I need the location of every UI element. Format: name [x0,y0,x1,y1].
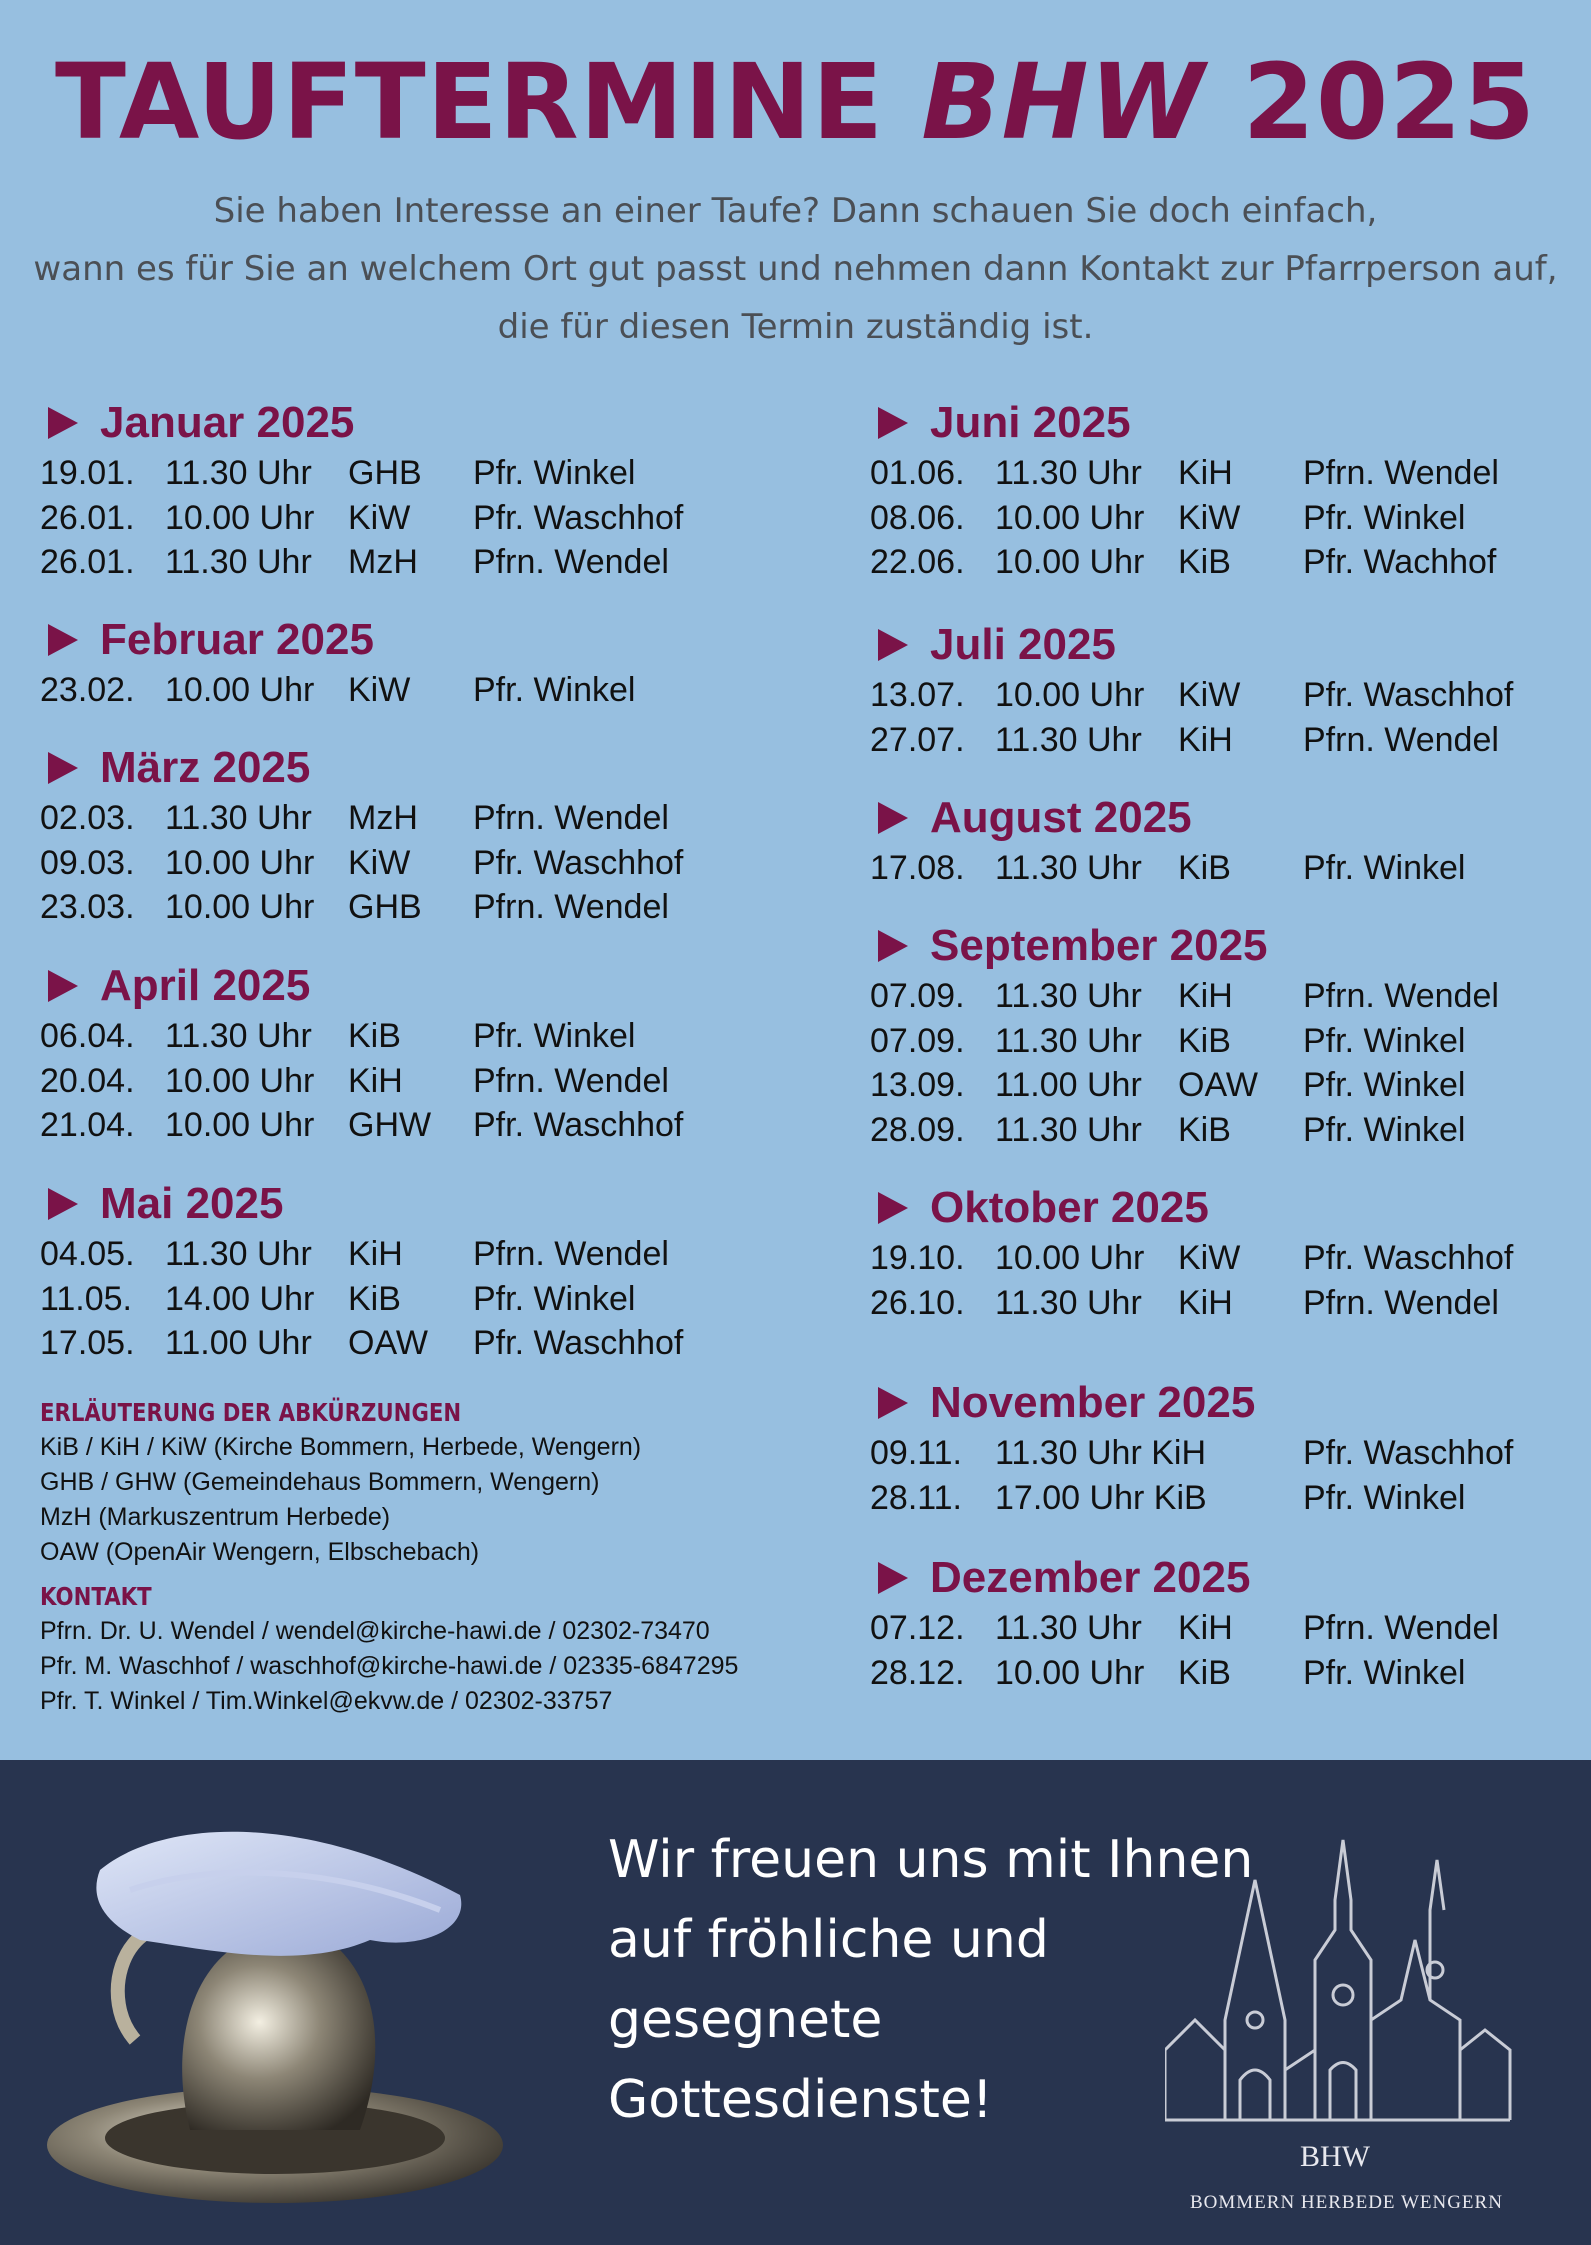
appointment-location: MzH [348,799,418,837]
appointment-pastor: Pfrn. Wendel [473,543,669,581]
appointment-location: KiB [1178,1653,1231,1692]
appointment-time: 11.30 Uhr [165,543,312,581]
appointment-date: 07.12. [870,1609,965,1647]
month-title: Mai 2025 [100,1179,284,1228]
appointment-date: 17.08. [870,849,965,887]
appointment-location: KiW [1178,1239,1241,1277]
appointment-row [870,1019,1499,1064]
month-heading [870,918,1499,974]
page-title [0,42,1591,162]
appointment-time: 11.30 Uhr [165,1235,312,1273]
appointment-pastor: Pfrn. Wendel [1303,454,1499,492]
appointment-pastor: Pfr. Winkel [1303,498,1466,537]
appointment-time: 11.30 Uhr [165,799,312,837]
appointment-pastor: Pfr. Waschhof [473,1324,684,1362]
logo-subtitle: BOMMERN HERBEDE WENGERN [1190,2192,1503,2213]
legend-line: MzH (Markuszentrum Herbede) [40,1503,391,1531]
contact-line: Pfr. T. Winkel / Tim.Winkel@ekvw.de / 02302-33757 [40,1687,613,1715]
appointment-location: KiW [348,671,411,709]
appointment-location: MzH [348,543,418,581]
appointment-pastor: Pfrn. Wendel [473,1235,669,1273]
month-block [40,395,683,585]
appointment-time: 11.30 Uhr [995,977,1142,1015]
appointment-location: OAW [1178,1066,1258,1104]
appointment-pastor: Pfr. Waschhof [473,498,684,537]
appointment-row [870,540,1499,585]
appointment-location: KiH [1178,1609,1233,1647]
appointment-pastor: Pfrn. Wendel [473,799,669,837]
appointment-location: GHB [348,888,422,926]
appointment-time: 11.30 Uhr [995,849,1142,887]
appointment-date: 06.04. [40,1017,135,1055]
month-heading [870,1180,1513,1236]
appointment-date: 27.07. [870,720,965,759]
month-heading [40,395,683,451]
appointment-date: 13.07. [870,676,965,714]
arrow-right-icon [48,970,78,1002]
appointment-location: KiW [1178,498,1241,537]
appointment-row [870,1431,1513,1476]
appointment-row [870,496,1499,541]
appointment-time: 10.00 Uhr [165,888,315,926]
footer-banner [0,1760,1591,2245]
arrow-right-icon [878,930,908,962]
appointment-location: KiB [348,1017,401,1055]
appointment-time: 11.30 Uhr [995,1609,1142,1647]
arrow-right-icon [48,407,78,439]
arrow-right-icon [48,752,78,784]
slogan-line: gesegnete [608,1990,883,2050]
month-title: Juni 2025 [930,398,1131,447]
appointment-time: 11.00 Uhr [995,1066,1142,1104]
appointment-date: 07.09. [870,977,965,1015]
legend-line: KiB / KiH / KiW (Kirche Bommern, Herbede, Wengern) [40,1433,642,1461]
appointment-row [40,1232,683,1277]
appointment-pastor: Pfr. Winkel [473,671,636,709]
month-block [870,395,1499,585]
appointment-date: 26.01. [40,543,135,581]
contact-line: Pfrn. Dr. U. Wendel / wendel@kirche-hawi.de / 02302-73470 [40,1617,710,1645]
appointment-pastor: Pfrn. Wendel [473,1061,669,1100]
month-title: Juli 2025 [930,620,1116,669]
appointment-row [40,451,683,496]
month-title: August 2025 [930,793,1192,842]
title-main: TAUFTERMINE [55,41,885,163]
title-year: 2025 [1242,41,1536,163]
appointment-pastor: Pfrn. Wendel [1303,977,1499,1015]
appointment-pastor: Pfr. Waschhof [473,1106,684,1144]
arrow-right-icon [878,1192,908,1224]
appointment-row [40,885,683,930]
appointment-pastor: Pfr. Winkel [1303,849,1466,887]
appointment-time: 11.30 Uhr KiH [995,1434,1207,1472]
appointment-pastor: Pfr. Winkel [473,1017,636,1055]
arrow-right-icon [878,1387,908,1419]
month-title: Dezember 2025 [930,1553,1251,1602]
legend-line: OAW (OpenAir Wengern, Elbschebach) [40,1538,480,1566]
slogan-line: Gottesdienste! [608,2070,993,2130]
month-heading [870,790,1465,846]
appointment-date: 21.04. [40,1106,135,1144]
arrow-right-icon [878,802,908,834]
appointment-location: KiW [348,843,411,882]
appointment-location: KiW [348,498,411,537]
appointment-time: 11.30 Uhr [165,454,312,492]
appointment-pastor: Pfr. Winkel [473,454,636,492]
appointment-row [40,668,635,713]
month-block [40,958,683,1148]
appointment-location: GHW [348,1106,432,1144]
arrow-right-icon [878,1562,908,1594]
appointment-row [870,1606,1499,1651]
appointment-date: 23.03. [40,888,135,926]
appointment-row [870,1236,1513,1281]
appointment-location: KiH [1178,977,1233,1015]
appointment-date: 28.12. [870,1653,965,1692]
legend-line: GHB / GHW (Gemeindehaus Bommern, Wengern) [40,1468,600,1496]
appointment-row [870,673,1513,718]
appointment-row [870,451,1499,496]
appointment-row [40,1321,683,1366]
month-title: Oktober 2025 [930,1183,1209,1232]
month-block [40,612,635,713]
appointment-time: 11.30 Uhr [995,720,1142,759]
appointment-pastor: Pfr. Waschhof [473,843,684,882]
month-block [870,1180,1513,1325]
appointment-pastor: Pfr. Waschhof [1303,1239,1514,1277]
appointment-location: KiH [1178,1283,1233,1322]
month-heading [870,395,1499,451]
appointment-date: 09.03. [40,843,135,882]
appointment-pastor: Pfr. Winkel [1303,1110,1466,1149]
month-heading [870,1375,1513,1431]
appointment-pastor: Pfrn. Wendel [1303,1609,1499,1647]
appointment-date: 23.02. [40,671,135,709]
appointment-date: 28.11. [870,1478,963,1517]
month-heading [40,958,683,1014]
appointment-time: 10.00 Uhr [995,676,1145,714]
appointment-date: 08.06. [870,498,965,537]
appointment-date: 09.11. [870,1434,963,1472]
appointment-time: 11.30 Uhr [995,1110,1142,1149]
appointment-date: 22.06. [870,543,965,581]
intro-text [0,182,1591,356]
appointment-date: 11.05. [40,1279,133,1318]
title-brand: BHW [921,41,1206,163]
arrow-right-icon [878,407,908,439]
month-heading [40,612,635,668]
intro-line: Sie haben Interesse an einer Taufe? Dann schauen Sie doch einfach, [213,191,1378,231]
appointment-pastor: Pfr. Winkel [1303,1021,1466,1060]
contact-line: Pfr. M. Waschhof / waschhof@kirche-hawi.de / 02335-6847295 [40,1652,739,1680]
appointment-time: 10.00 Uhr [165,843,315,882]
appointment-time: 14.00 Uhr [165,1279,315,1318]
appointment-date: 19.01. [40,454,135,492]
appointment-date: 26.10. [870,1283,965,1322]
appointment-time: 10.00 Uhr [995,498,1145,537]
appointment-location: KiB [348,1279,401,1318]
contact-heading: KONTAKT [40,1582,152,1611]
month-block [870,1550,1499,1695]
appointment-row [870,974,1499,1019]
appointment-location: OAW [348,1324,428,1362]
appointment-row [870,1476,1513,1521]
appointment-row [870,718,1513,763]
appointment-time: 11.00 Uhr [165,1324,312,1362]
arrow-right-icon [48,624,78,656]
baptism-bowl-and-ewer-image [40,1800,510,2220]
slogan-line: Wir freuen uns mit Ihnen [608,1830,1254,1890]
month-title: März 2025 [100,743,311,792]
appointment-row [40,1059,683,1104]
appointment-date: 07.09. [870,1021,965,1060]
appointment-time: 11.30 Uhr [165,1017,312,1055]
appointment-row [870,1063,1499,1108]
appointment-row [870,1108,1499,1153]
appointment-location: KiW [1178,676,1241,714]
appointment-date: 28.09. [870,1110,965,1149]
appointment-date: 02.03. [40,799,135,837]
appointment-location: KiH [348,1235,403,1273]
appointment-pastor: Pfrn. Wendel [1303,720,1499,759]
appointment-pastor: Pfrn. Wendel [1303,1283,1499,1322]
appointment-pastor: Pfr. Waschhof [1303,676,1514,714]
appointment-row [870,1281,1513,1326]
appointment-row [870,846,1465,891]
appointment-location: KiB [1178,1021,1231,1060]
appointment-location: KiB [1178,543,1231,581]
appointment-pastor: Pfr. Waschhof [1303,1434,1514,1472]
appointment-time: 11.30 Uhr [995,1283,1142,1322]
appointment-pastor: Pfr. Winkel [1303,1653,1466,1692]
appointment-row [40,540,683,585]
legend-heading: ERLÄUTERUNG DER ABKÜRZUNGEN [40,1398,462,1427]
month-title: Januar 2025 [100,398,355,447]
appointment-row [40,1014,683,1059]
appointment-pastor: Pfrn. Wendel [473,888,669,926]
month-block [870,790,1465,891]
month-block [870,1375,1513,1520]
appointment-pastor: Pfr. Winkel [1303,1066,1466,1104]
appointment-date: 01.06. [870,454,965,492]
month-title: November 2025 [930,1378,1256,1427]
appointment-pastor: Pfr. Winkel [473,1279,636,1318]
slogan-line: auf fröhliche und [608,1910,1049,1970]
month-block [870,617,1513,762]
month-block [870,918,1499,1152]
month-title: Februar 2025 [100,615,374,664]
appointment-date: 04.05. [40,1235,135,1273]
appointment-date: 13.09. [870,1066,965,1104]
month-heading [870,1550,1499,1606]
appointment-time: 10.00 Uhr [165,498,315,537]
month-block [40,1176,683,1366]
intro-line: die für diesen Termin zuständig ist. [497,307,1094,347]
appointment-time: 10.00 Uhr [165,671,315,709]
churches-logo-icon [1165,1820,1515,2140]
arrow-right-icon [878,629,908,661]
appointment-time: 17.00 Uhr KiB [995,1478,1207,1517]
appointment-time: 10.00 Uhr [995,1653,1145,1692]
appointment-date: 20.04. [40,1061,135,1100]
month-heading [40,1176,683,1232]
month-block [40,740,683,930]
appointment-location: KiH [1178,454,1233,492]
appointment-location: KiH [1178,720,1233,759]
appointment-location: GHB [348,454,422,492]
appointment-time: 11.30 Uhr [995,454,1142,492]
appointment-time: 11.30 Uhr [995,1021,1142,1060]
appointment-time: 10.00 Uhr [165,1106,315,1144]
appointment-row [40,841,683,886]
appointment-row [870,1651,1499,1696]
month-heading [870,617,1513,673]
appointment-location: KiB [1178,1110,1231,1149]
appointment-time: 10.00 Uhr [995,543,1145,581]
appointment-row [40,1277,683,1322]
appointment-location: KiB [1178,849,1231,887]
intro-line: wann es für Sie an welchem Ort gut passt und nehmen dann Kontakt zur Pfarrperson auf, [33,249,1558,289]
appointment-row [40,796,683,841]
arrow-right-icon [48,1188,78,1220]
appointment-time: 10.00 Uhr [995,1239,1145,1277]
month-title: April 2025 [100,961,311,1010]
appointment-row [40,496,683,541]
legend [40,1396,800,1719]
appointment-location: KiH [348,1061,403,1100]
appointment-date: 19.10. [870,1239,965,1277]
logo-text: BHW [1300,2140,1370,2173]
appointment-date: 17.05. [40,1324,135,1362]
month-heading [40,740,683,796]
appointment-row [40,1103,683,1148]
appointment-time: 10.00 Uhr [165,1061,315,1100]
month-title: September 2025 [930,921,1268,970]
appointment-pastor: Pfr. Winkel [1303,1478,1466,1517]
appointment-pastor: Pfr. Wachhof [1303,543,1497,581]
appointment-date: 26.01. [40,498,135,537]
